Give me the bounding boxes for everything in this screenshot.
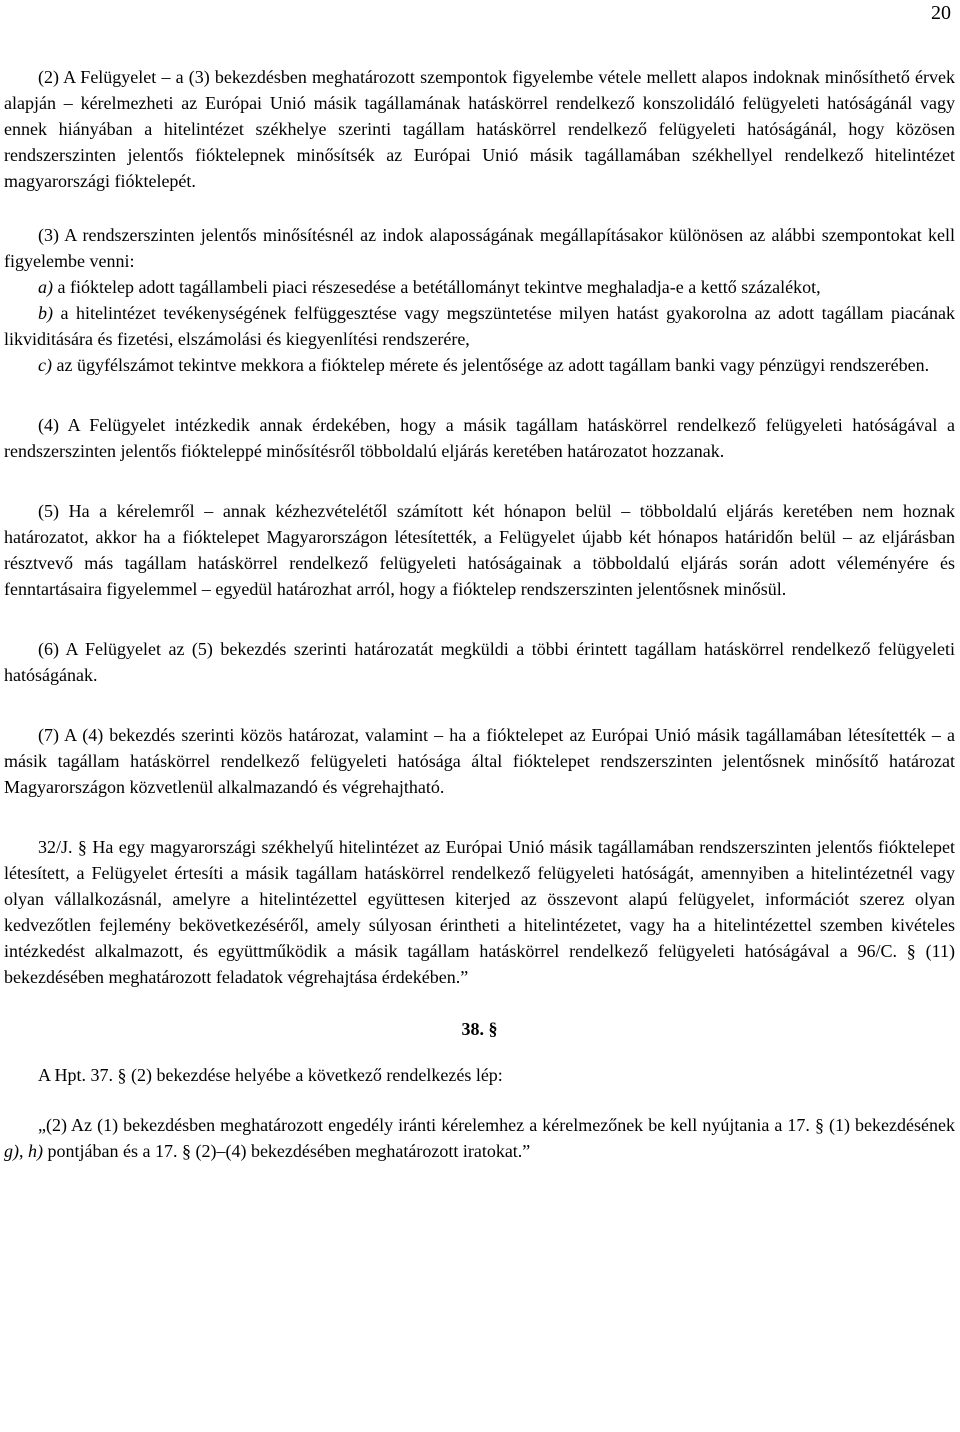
section-heading: 38. § [461,1019,498,1039]
paragraph-3-intro: (3) A rendszerszinten jelentős minősítésnél az indok alaposságának megállapításakor különösen az alábbi szempontokat kell figyelembe venni: [4,225,955,271]
list-marker-b: b) [38,303,53,323]
list-marker-c: c) [38,355,52,375]
paragraph-6: (6) A Felügyelet az (5) bekezdés szerinti határozatát megküldi a többi érintett tagállam hatáskörrel rendelkező felügyeleti hatóságának. [4,639,955,685]
list-text-c: az ügyfélszámot tekintve mekkora a fióktelep mérete és jelentősége az adott tagállam banki vagy pénzügyi rendszerében. [51,355,930,375]
amendment-quote [4,1112,955,1164]
list-text-b: a hitelintézet tevékenységének felfüggesztése vagy megszüntetése milyen hatást gyakorolna az adott tagállam piacának likviditására és fizetési, elszámolási és kiegyenlítési rendszerére, [4,303,955,349]
quote-italic-h: h) [28,1141,43,1161]
list-item-c [4,352,955,378]
quote-italic-g: g) [4,1141,19,1161]
paragraph-4: (4) A Felügyelet intézkedik annak érdekében, hogy a másik tagállam hatáskörrel rendelkező felügyeleti hatóságával a rendszerszinten jelentős fiókteleppé minősítésről többoldalú eljárás keretében határozatot hozzanak. [4,415,955,461]
document-body [4,64,955,1164]
paragraph-2: (2) A Felügyelet – a (3) bekezdésben meghatározott szempontok figyelembe vétele mellett alapos indoknak minősíthető érvek alapján – kérelmezheti az Európai Unió másik tagállamának hatáskörrel rendelkező konszolidáló felügyeleti hatóságánál vagy ennek hiányában a hitelintézet székhelye szerinti tagállam hatáskörrel rendelkező felügyeleti hatóságánál, hogy közösen rendszerszinten jelentős fióktelepnek minősítsék az Európai Unió másik tagállamában székhellyel rendelkező hitelintézet magyarországi fióktelepét. [4,67,955,191]
paragraph-7: (7) A (4) bekezdés szerinti közös határozat, valamint – ha a fióktelepet az Európai Unió másik tagállamában létesítették – a másik tagállam hatáskörrel rendelkező felügyeleti hatósága által fióktelepet rendszerszinten jelentősnek minősítő határozat Magyarországon közvetlenül alkalmazandó és végrehajtható. [4,725,955,797]
quote-part-2: , [19,1141,28,1161]
paragraph-5: (5) Ha a kérelemről – annak kézhezvételétől számított két hónapon belül – többoldalú eljárás keretében nem hoznak határozatot, akkor ha a fióktelepet Magyarországon létesítették, a Felügyelet újabb két hónapos határidőn belül – az eljárásban résztvevő más tagállam hatáskörrel rendelkező felügyeleti hatóságainak a többoldalú eljárás során adott véleményére és fenntartásaira figyelemmel – egyedül határozhat arról, hogy a fióktelep rendszerszinten jelentősnek minősül. [4,501,955,599]
quote-part-3: pontjában és a 17. § (2)–(4) bekezdésében meghatározott iratokat.” [43,1141,531,1161]
list-item-a [4,274,955,300]
paragraph-3 [4,222,955,378]
list-marker-a: a) [38,277,53,297]
list-item-b [4,300,955,352]
list-text-a: a fióktelep adott tagállambeli piaci részesedése a betétállományt tekintve meghaladja-e a kettő százalékot, [53,277,821,297]
page-number: 20 [931,2,951,24]
quote-part-1: „(2) Az (1) bekezdésben meghatározott engedély iránti kérelemhez a kérelmezőnek be kell nyújtania a 17. § (1) bekezdésének [38,1115,955,1135]
paragraph-32j: 32/J. § Ha egy magyarországi székhelyű hitelintézet az Európai Unió másik tagállamában rendszerszinten jelentős fióktelepet létesített, a Felügyelet értesíti a másik tagállam hatáskörrel rendelkező felügyeleti hatóságát, amennyiben a hitelintézetnél vagy olyan vállalkozásnál, amelyre a hitelintézettel együttesen kiterjed az összevont alapú felügyelet, információt szerez olyan kedvezőtlen fejlemény bekövetkezéséről, amely súlyosan érintheti a hitelintézetet, vagy ha a hitelintézettel szemben kivételes intézkedést alkalmazott, és együttműködik a másik tagállam hatáskörrel rendelkező felügyeleti hatóságával a 96/C. § (11) bekezdésében meghatározott feladatok végrehajtása érdekében.” [4,837,955,987]
amendment-intro: A Hpt. 37. § (2) bekezdése helyébe a következő rendelkezés lép: [38,1065,503,1085]
